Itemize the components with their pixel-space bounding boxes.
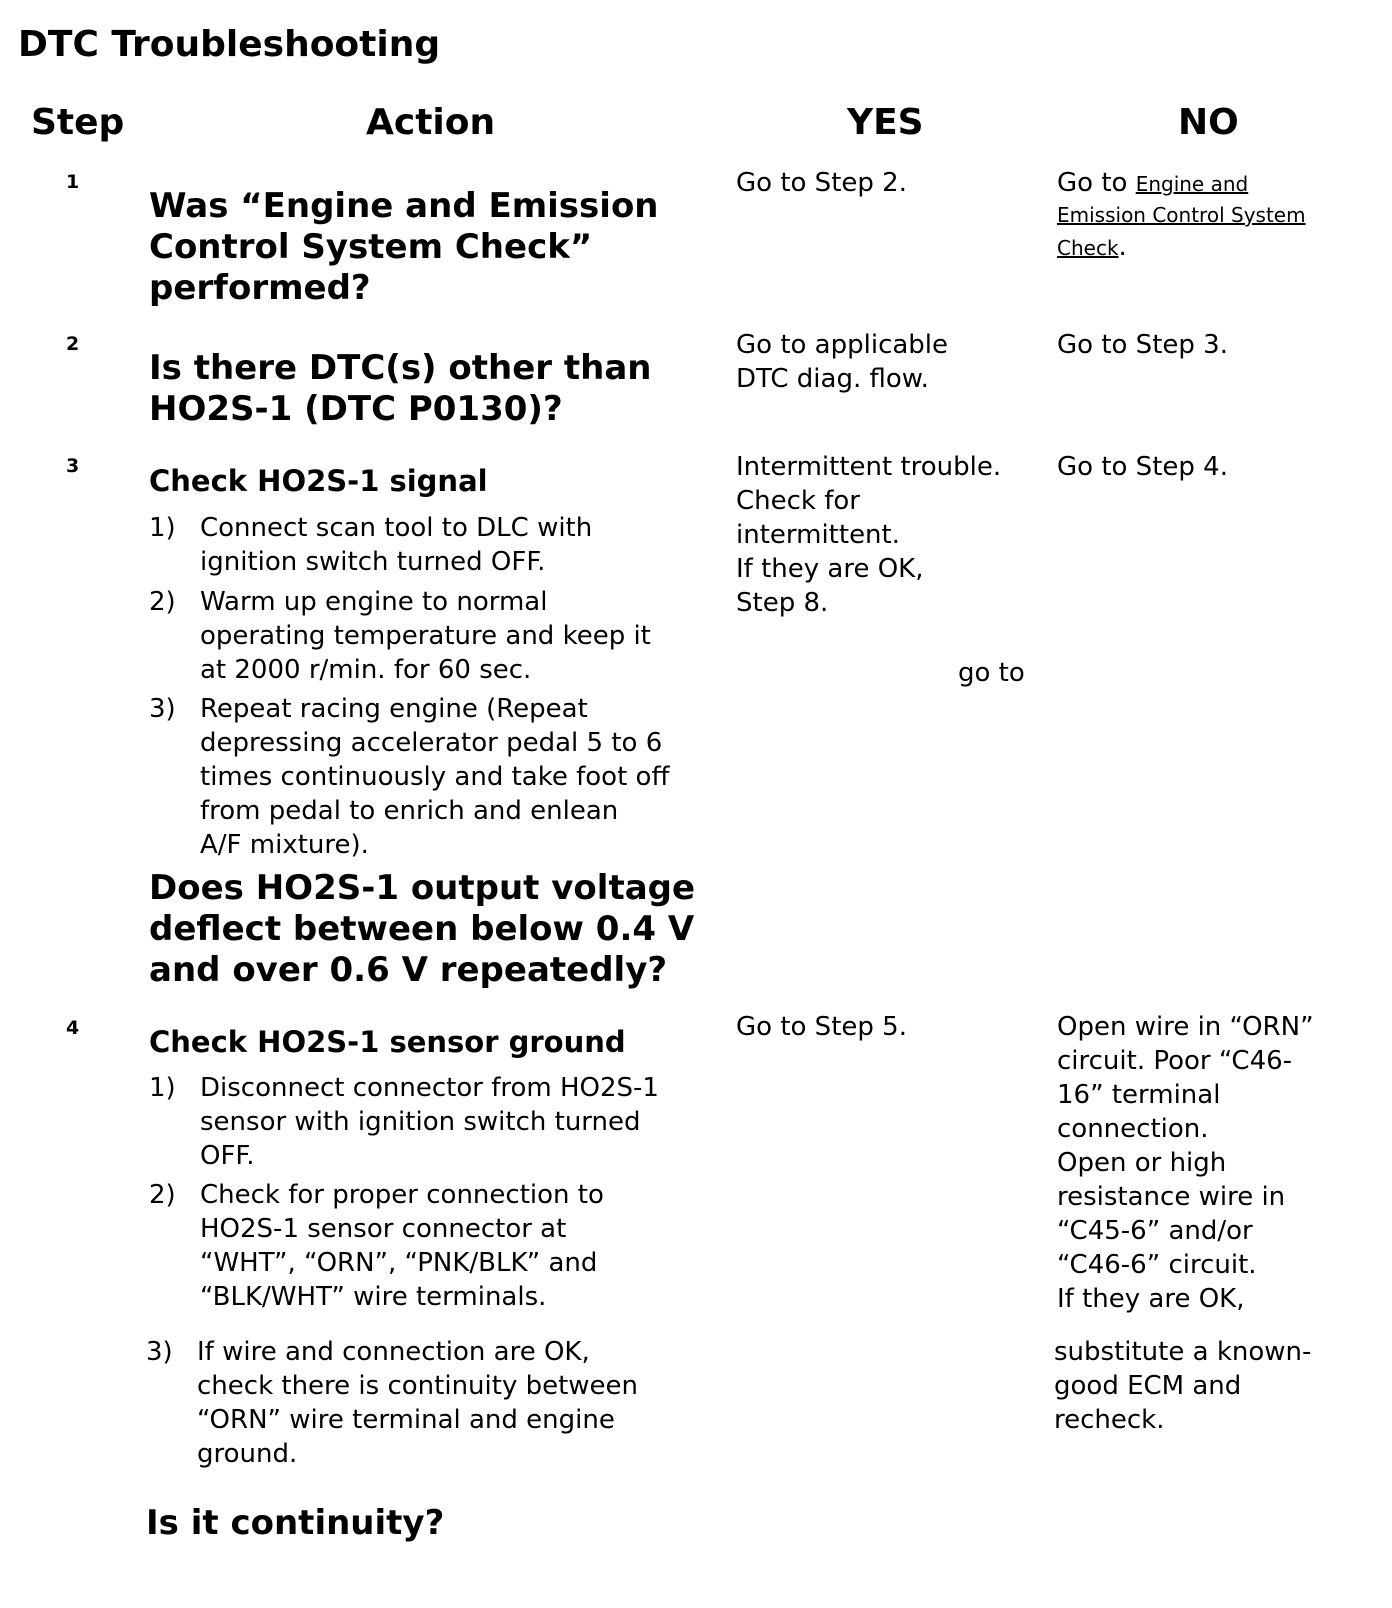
engine-emission-check-link-end[interactable]: Check [1057,236,1119,260]
step-heading: Check HO2S-1 sensor ground [149,1025,626,1059]
step-question: Is there DTC(s) other than HO2S-1 (DTC P0130)? [149,348,652,429]
step-question: Does HO2S-1 output voltage deflect between below 0.4 V and over 0.6 V repeatedly? [149,868,696,990]
step-number: 3 [66,455,80,477]
no-result: Go to Step 4. [1057,452,1228,482]
column-header-step: Step [31,102,125,143]
yes-result: Go to applicable DTC diag. flow. [736,330,949,394]
engine-emission-check-link-cont[interactable]: Emission Control System [1057,203,1306,227]
yes-goto: go to [958,658,1025,688]
engine-emission-check-link[interactable]: Engine and [1135,172,1249,196]
yes-result: Go to Step 5. [736,1012,907,1042]
step-number: 2 [66,333,80,355]
step-number: 4 [66,1017,80,1039]
step-number: 1 [66,171,80,193]
step-heading: Check HO2S-1 signal [149,464,488,498]
no-result: Open wire in “ORN” circuit. Poor “C46- 16” terminal connection. Open or high resistance wire in “C45-6” and/or “C46-6” circuit. If they are OK, [1057,1012,1314,1314]
column-header-no: NO [1178,102,1239,143]
yes-result: Intermittent trouble. Check for intermittent. If they are OK, Step 8. [736,452,1002,618]
yes-result: Go to Step 2. [736,168,907,198]
step-question: Is it continuity? [146,1503,445,1543]
column-header-yes: YES [847,102,924,143]
no-result-continued: substitute a known- good ECM and recheck. [1054,1337,1312,1435]
page-title: DTC Troubleshooting [18,24,441,65]
no-result: Go to Engine and Emission Control System Check. [1057,168,1306,262]
step-question: Was “Engine and Emission Control System Check” performed? [149,186,659,308]
no-result: Go to Step 3. [1057,330,1228,360]
column-header-action: Action [366,102,496,143]
